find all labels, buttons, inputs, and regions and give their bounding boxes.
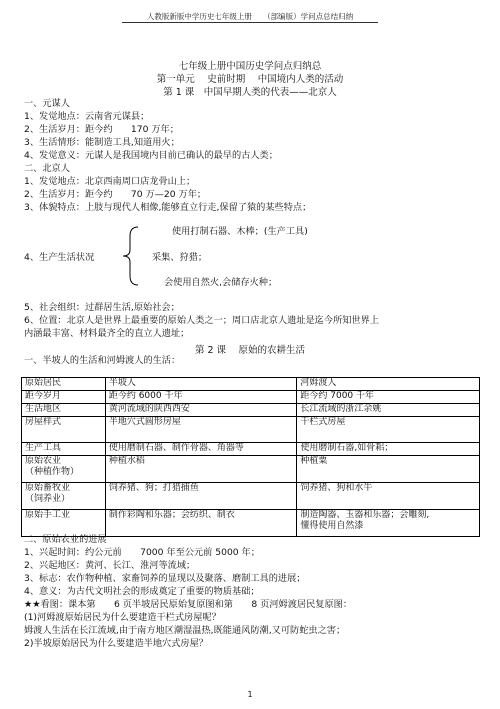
table-cell: 半地穴式圆形房屋 [105,417,297,443]
lesson2-heading: 第 2 课 原始的农耕生活 [194,345,306,356]
comparison-table [21,377,480,537]
table-row [22,483,480,510]
table-cell: 距今约 7000 千年 [297,391,480,404]
life-item: 使用打制石器、木棒；(生产工具) [172,226,308,237]
table-cell: 房屋样式 [22,417,106,443]
table-row [22,510,480,537]
text-line: 内涵最丰富、材料最齐全的直立人遗址； [24,328,190,339]
table-cell: 黄河流域的陕西西安 [105,404,297,417]
life-label: 4、生产生活状况 [24,252,95,263]
text-line: 4、意义：为古代文明社会的形成奠定了重要的物质基础； [24,586,260,597]
table-cell: 干栏式房屋 [297,417,480,443]
table-row [22,443,480,456]
text-line: 姆渡人生活在长江流域,由于南方地区潮湿温热,既能通风防潮,又可防蛇虫之害； [24,625,346,636]
unit-heading: 第一单元 史前时期 中国境内人类的活动 [156,74,344,85]
text-line: 4、发觉意义：元谋人是我国境内目前已确认的最早的古人类； [24,150,278,161]
text-line: 1、发觉地点：云南省元谋县； [24,111,150,122]
table-row [22,391,480,404]
life-item: 采集、狩猎； [152,252,208,263]
table-cell: 制作彩陶和乐器；会纺织、制衣 [105,510,297,537]
doc-title: 七年级上册中国历史学问点归纳总 [178,61,322,72]
text-line: 1、兴起时间：约公元前 7000 年至公元前 5000 年； [24,547,260,558]
table-cell: 生产工具 [22,443,106,456]
life-item: 会使用自然火,会储存火种； [164,277,278,288]
running-header: 人教版新版中学历史七年级上册 （部编版）学问点总结归纳 [146,12,354,21]
text-line: 二、原始农业的进展 [24,534,107,545]
text-line: ★★看图：课本第 6 页半坡居民原始复原图和第 8 页河姆渡居民复原图： [24,599,353,610]
lesson1-heading: 第 1 课 中国早期人类的代表——北京人 [163,87,337,98]
table-cell: 距今岁月 [22,391,106,404]
text-line: 2、兴起地区：黄河、长江、淮河等流域； [24,560,196,571]
table-cell: 原始畜牧业 （饲养业） [22,483,106,510]
table-cell: 饲养猪、狗和水牛 [297,483,480,510]
text-line: (1)河姆渡原始居民为什么要建造干栏式房屋呢？ [24,612,221,623]
table-cell: 河姆渡人 [297,378,480,391]
text-line: 二、北京人 [24,163,70,174]
table-cell: 原始手工业 [22,510,106,537]
table-cell: 原始居民 [22,378,106,391]
table-cell: 长江流域的浙江余姚 [297,404,480,417]
table-row [22,404,480,417]
table-cell: 种植粟 [297,456,480,483]
table-cell: 使用磨制石器,如骨耜； [297,443,480,456]
table-row [22,417,480,443]
table-cell: 使用磨制石器、制作骨器、角器等 [105,443,297,456]
table-cell: 生活地区 [22,404,106,417]
section-heading: 一、半坡人的生活和河姆渡人的生活： [24,355,181,366]
text-line: 3、生活情形：能制造工具,知道用火； [24,137,180,148]
text-line: 一、元谋人 [24,98,70,109]
header-rule [122,22,378,23]
text-line: 2、生活岁月：距今约 70 万—20 万年； [24,189,207,200]
table-row [22,378,480,391]
table-cell: 制造陶器、玉器和乐器；会雕刻, 懂得使用自然漆 [297,510,480,537]
table-cell: 饲养猪、狗；打猎捕鱼 [105,483,297,510]
table-row [22,456,480,483]
text-line: 2)半坡原始居民为什么要建造半地穴式房屋？ [24,638,208,649]
page-number: 1 [247,690,253,699]
text-line: 5、社会组织：过群居生活,原始社会； [24,302,180,313]
text-line: 2、生活岁月：距今约 170 万年； [24,124,179,135]
table-cell: 种植水稻 [105,456,297,483]
table-cell: 半坡人 [105,378,297,391]
table-cell: 距今约 6000 千年 [105,391,297,404]
text-line: 3、体貌特点：上肢与现代人相像,能够直立行走,保留了猿的某些特点； [24,202,312,213]
curly-brace-icon [120,226,142,286]
text-line: 6、位置：北京人是世界上最重要的原始人类之一；周口店北京人遗址是迄今所知世界上 [24,315,379,326]
text-line: 1、发觉地点：北京西南周口店龙骨山上； [24,176,196,187]
table-cell: 原始农业 （种植作物） [22,456,106,483]
text-line: 3、标志：农作物种植、家畜饲养的显现以及聚落、磨制工具的进展； [24,573,306,584]
